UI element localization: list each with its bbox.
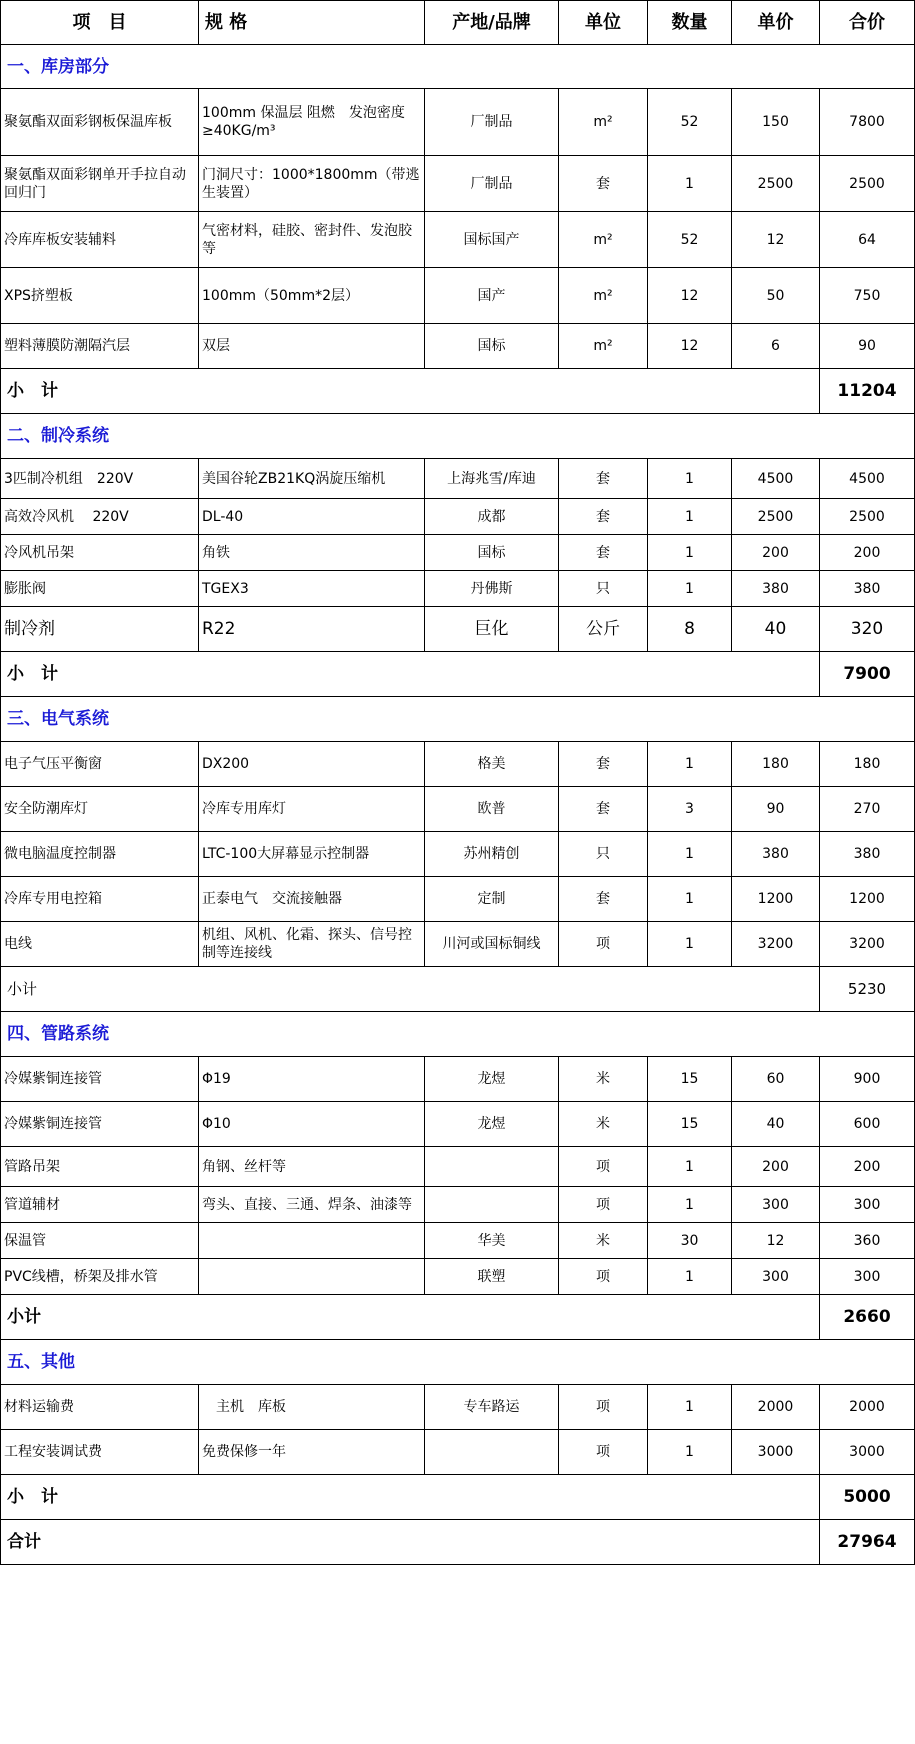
cell-qty: 15 — [648, 1102, 732, 1147]
cell-unit: 公斤 — [559, 607, 648, 652]
cell-item: 安全防潮库灯 — [1, 787, 199, 832]
cell-unit: m² — [559, 268, 648, 324]
cell-total: 360 — [820, 1223, 915, 1259]
cell-brand: 成都 — [425, 499, 559, 535]
table-row — [1, 156, 915, 212]
section-header — [1, 414, 915, 459]
cell-total: 2500 — [820, 156, 915, 212]
cell-item: PVC线槽，桥架及排水管 — [1, 1259, 199, 1295]
cell-price: 1200 — [732, 877, 820, 922]
cell-unit: 项 — [559, 1385, 648, 1430]
cell-spec: TGEX3 — [199, 571, 425, 607]
cell-unit: 项 — [559, 1147, 648, 1187]
cell-item: 冷媒紫铜连接管 — [1, 1057, 199, 1102]
cell-total: 900 — [820, 1057, 915, 1102]
cell-unit: 项 — [559, 1187, 648, 1223]
cell-brand: 华美 — [425, 1223, 559, 1259]
cell-total: 180 — [820, 742, 915, 787]
subtotal-row — [1, 1475, 915, 1520]
section-header — [1, 1340, 915, 1385]
cell-qty: 1 — [648, 1187, 732, 1223]
cell-brand: 苏州精创 — [425, 832, 559, 877]
cell-price: 6 — [732, 324, 820, 369]
cell-price: 380 — [732, 832, 820, 877]
table-row — [1, 571, 915, 607]
cell-price: 40 — [732, 607, 820, 652]
cell-total: 64 — [820, 212, 915, 268]
table-row — [1, 1057, 915, 1102]
cell-unit: 项 — [559, 922, 648, 967]
subtotal-row — [1, 967, 915, 1012]
cell-brand: 上海兆雪/库迪 — [425, 459, 559, 499]
table-row — [1, 1430, 915, 1475]
section-header — [1, 45, 915, 89]
cell-unit: 套 — [559, 742, 648, 787]
table-row — [1, 268, 915, 324]
cell-spec: 角钢、丝杆等 — [199, 1147, 425, 1187]
cell-total: 200 — [820, 1147, 915, 1187]
cell-qty: 8 — [648, 607, 732, 652]
cell-brand: 川河或国标铜线 — [425, 922, 559, 967]
cell-spec: Φ10 — [199, 1102, 425, 1147]
cell-brand: 专车路运 — [425, 1385, 559, 1430]
table-row — [1, 1385, 915, 1430]
cell-brand: 厂制品 — [425, 89, 559, 156]
subtotal-row — [1, 369, 915, 414]
cell-qty: 1 — [648, 535, 732, 571]
cell-item: 3匹制冷机组 220V — [1, 459, 199, 499]
cell-qty: 3 — [648, 787, 732, 832]
cell-brand: 格美 — [425, 742, 559, 787]
cell-price: 2500 — [732, 156, 820, 212]
cell-brand: 定制 — [425, 877, 559, 922]
cell-item: 管路吊架 — [1, 1147, 199, 1187]
table-row — [1, 89, 915, 156]
section-title: 四、管路系统 — [1, 1012, 915, 1057]
cell-spec: R22 — [199, 607, 425, 652]
cell-unit: 套 — [559, 787, 648, 832]
cell-total: 200 — [820, 535, 915, 571]
cell-price: 200 — [732, 1147, 820, 1187]
cell-total: 7800 — [820, 89, 915, 156]
cell-total: 90 — [820, 324, 915, 369]
cell-qty: 1 — [648, 156, 732, 212]
cell-qty: 1 — [648, 499, 732, 535]
subtotal-label: 小 计 — [1, 1475, 820, 1520]
cell-item: 冷库专用电控箱 — [1, 877, 199, 922]
column-header: 合价 — [820, 1, 915, 45]
cell-spec: 门洞尺寸：1000*1800mm（带逃生装置） — [199, 156, 425, 212]
subtotal-row — [1, 652, 915, 697]
cell-spec: 冷库专用库灯 — [199, 787, 425, 832]
cell-spec: 弯头、直接、三通、焊条、油漆等 — [199, 1187, 425, 1223]
cell-price: 40 — [732, 1102, 820, 1147]
cell-spec: Φ19 — [199, 1057, 425, 1102]
cell-unit: 只 — [559, 832, 648, 877]
cell-brand — [425, 1147, 559, 1187]
cell-unit: 项 — [559, 1259, 648, 1295]
cell-brand — [425, 1187, 559, 1223]
cell-item: 制冷剂 — [1, 607, 199, 652]
table-row — [1, 832, 915, 877]
table-row — [1, 607, 915, 652]
table-row — [1, 1223, 915, 1259]
cell-unit: 米 — [559, 1057, 648, 1102]
cell-price: 150 — [732, 89, 820, 156]
cell-spec: 美国谷轮ZB21KQ涡旋压缩机 — [199, 459, 425, 499]
cell-total: 3200 — [820, 922, 915, 967]
cell-qty: 1 — [648, 459, 732, 499]
cell-price: 300 — [732, 1187, 820, 1223]
cell-price: 4500 — [732, 459, 820, 499]
cell-unit: 套 — [559, 156, 648, 212]
cell-total: 300 — [820, 1187, 915, 1223]
cell-spec: 气密材料，硅胶、密封件、发泡胶等 — [199, 212, 425, 268]
cell-total: 380 — [820, 832, 915, 877]
cell-price: 50 — [732, 268, 820, 324]
cell-spec: LTC-100大屏幕显示控制器 — [199, 832, 425, 877]
cell-spec: 100mm（50mm*2层） — [199, 268, 425, 324]
subtotal-label: 小 计 — [1, 652, 820, 697]
cell-item: 材料运输费 — [1, 1385, 199, 1430]
table-row — [1, 877, 915, 922]
cell-total: 2500 — [820, 499, 915, 535]
cell-unit: 项 — [559, 1430, 648, 1475]
section-title: 二、制冷系统 — [1, 414, 915, 459]
cell-price: 90 — [732, 787, 820, 832]
cell-qty: 1 — [648, 571, 732, 607]
cell-item: 保温管 — [1, 1223, 199, 1259]
cell-qty: 1 — [648, 922, 732, 967]
cell-price: 3200 — [732, 922, 820, 967]
cell-spec — [199, 1259, 425, 1295]
section-header — [1, 1012, 915, 1057]
cell-qty: 1 — [648, 1430, 732, 1475]
cell-brand: 巨化 — [425, 607, 559, 652]
cell-item: 冷媒紫铜连接管 — [1, 1102, 199, 1147]
cell-qty: 52 — [648, 212, 732, 268]
cell-brand: 龙煜 — [425, 1102, 559, 1147]
cell-price: 3000 — [732, 1430, 820, 1475]
cell-brand: 联塑 — [425, 1259, 559, 1295]
column-header: 规 格 — [199, 1, 425, 45]
cell-item: 电子气压平衡窗 — [1, 742, 199, 787]
cell-unit: 套 — [559, 535, 648, 571]
cell-unit: 套 — [559, 877, 648, 922]
cell-qty: 12 — [648, 324, 732, 369]
grand-total-value: 27964 — [820, 1520, 915, 1565]
cell-spec: 正泰电气 交流接触器 — [199, 877, 425, 922]
cell-unit: m² — [559, 89, 648, 156]
cell-item: 工程安装调试费 — [1, 1430, 199, 1475]
cell-price: 200 — [732, 535, 820, 571]
cell-item: 冷库库板安装辅料 — [1, 212, 199, 268]
cell-spec — [199, 1223, 425, 1259]
cell-qty: 1 — [648, 1259, 732, 1295]
table-row — [1, 1102, 915, 1147]
cell-brand: 厂制品 — [425, 156, 559, 212]
cell-price: 180 — [732, 742, 820, 787]
cell-unit: 米 — [559, 1223, 648, 1259]
section-header — [1, 697, 915, 742]
table-row — [1, 787, 915, 832]
cell-spec: 角铁 — [199, 535, 425, 571]
table-row — [1, 1187, 915, 1223]
cell-unit: 套 — [559, 499, 648, 535]
cell-unit: 米 — [559, 1102, 648, 1147]
cell-spec: 免费保修一年 — [199, 1430, 425, 1475]
cell-brand: 欧普 — [425, 787, 559, 832]
cell-qty: 1 — [648, 1385, 732, 1430]
grand-total-row — [1, 1520, 915, 1565]
column-header: 单位 — [559, 1, 648, 45]
cell-qty: 12 — [648, 268, 732, 324]
cell-price: 12 — [732, 1223, 820, 1259]
table-row — [1, 922, 915, 967]
cell-unit: m² — [559, 212, 648, 268]
cell-spec: 100mm 保温层 阻燃 发泡密度≥40KG/m³ — [199, 89, 425, 156]
cell-total: 270 — [820, 787, 915, 832]
table-row — [1, 459, 915, 499]
cell-item: 高效冷风机 220V — [1, 499, 199, 535]
column-header: 数量 — [648, 1, 732, 45]
cell-brand: 国标 — [425, 535, 559, 571]
cell-qty: 1 — [648, 832, 732, 877]
subtotal-label: 小计 — [1, 967, 820, 1012]
cell-brand: 龙煜 — [425, 1057, 559, 1102]
table-row — [1, 1259, 915, 1295]
cell-spec: 机组、风机、化霜、探头、信号控制等连接线 — [199, 922, 425, 967]
table-row — [1, 535, 915, 571]
cell-brand: 国产 — [425, 268, 559, 324]
table-row — [1, 1147, 915, 1187]
subtotal-row — [1, 1295, 915, 1340]
cell-total: 4500 — [820, 459, 915, 499]
cell-unit: 套 — [559, 459, 648, 499]
cell-spec: 双层 — [199, 324, 425, 369]
cell-total: 3000 — [820, 1430, 915, 1475]
cell-item: 管道辅材 — [1, 1187, 199, 1223]
cell-price: 60 — [732, 1057, 820, 1102]
cell-brand: 国标国产 — [425, 212, 559, 268]
grand-total-label: 合计 — [1, 1520, 820, 1565]
cell-item: 冷风机吊架 — [1, 535, 199, 571]
table-row — [1, 742, 915, 787]
section-title: 三、电气系统 — [1, 697, 915, 742]
cell-price: 2000 — [732, 1385, 820, 1430]
cell-unit: m² — [559, 324, 648, 369]
column-header: 项 目 — [1, 1, 199, 45]
cell-total: 1200 — [820, 877, 915, 922]
section-title: 五、其他 — [1, 1340, 915, 1385]
subtotal-value: 5230 — [820, 967, 915, 1012]
cell-spec: DL-40 — [199, 499, 425, 535]
cell-price: 380 — [732, 571, 820, 607]
subtotal-value: 11204 — [820, 369, 915, 414]
table-row — [1, 499, 915, 535]
column-header: 单价 — [732, 1, 820, 45]
cell-item: 聚氨酯双面彩钢板保温库板 — [1, 89, 199, 156]
subtotal-value: 5000 — [820, 1475, 915, 1520]
cell-item: 电线 — [1, 922, 199, 967]
subtotal-label: 小 计 — [1, 369, 820, 414]
cell-unit: 只 — [559, 571, 648, 607]
cell-qty: 1 — [648, 877, 732, 922]
cell-total: 600 — [820, 1102, 915, 1147]
subtotal-value: 2660 — [820, 1295, 915, 1340]
cell-item: 膨胀阀 — [1, 571, 199, 607]
cell-total: 2000 — [820, 1385, 915, 1430]
subtotal-value: 7900 — [820, 652, 915, 697]
cell-total: 750 — [820, 268, 915, 324]
cell-qty: 52 — [648, 89, 732, 156]
cell-spec: 主机 库板 — [199, 1385, 425, 1430]
cell-item: 微电脑温度控制器 — [1, 832, 199, 877]
table-row — [1, 324, 915, 369]
cell-total: 300 — [820, 1259, 915, 1295]
cell-brand — [425, 1430, 559, 1475]
header-row — [1, 1, 915, 45]
section-title: 一、库房部分 — [1, 45, 915, 89]
cell-item: XPS挤塑板 — [1, 268, 199, 324]
cell-price: 300 — [732, 1259, 820, 1295]
cell-qty: 1 — [648, 1147, 732, 1187]
table-row — [1, 212, 915, 268]
cell-item: 塑料薄膜防潮隔汽层 — [1, 324, 199, 369]
cell-brand: 国标 — [425, 324, 559, 369]
cell-price: 2500 — [732, 499, 820, 535]
cell-brand: 丹佛斯 — [425, 571, 559, 607]
column-header: 产地/品牌 — [425, 1, 559, 45]
cell-qty: 1 — [648, 742, 732, 787]
cell-total: 320 — [820, 607, 915, 652]
subtotal-label: 小计 — [1, 1295, 820, 1340]
cell-item: 聚氨酯双面彩钢单开手拉自动回归门 — [1, 156, 199, 212]
cell-price: 12 — [732, 212, 820, 268]
cell-qty: 30 — [648, 1223, 732, 1259]
cell-total: 380 — [820, 571, 915, 607]
cell-qty: 15 — [648, 1057, 732, 1102]
cell-spec: DX200 — [199, 742, 425, 787]
